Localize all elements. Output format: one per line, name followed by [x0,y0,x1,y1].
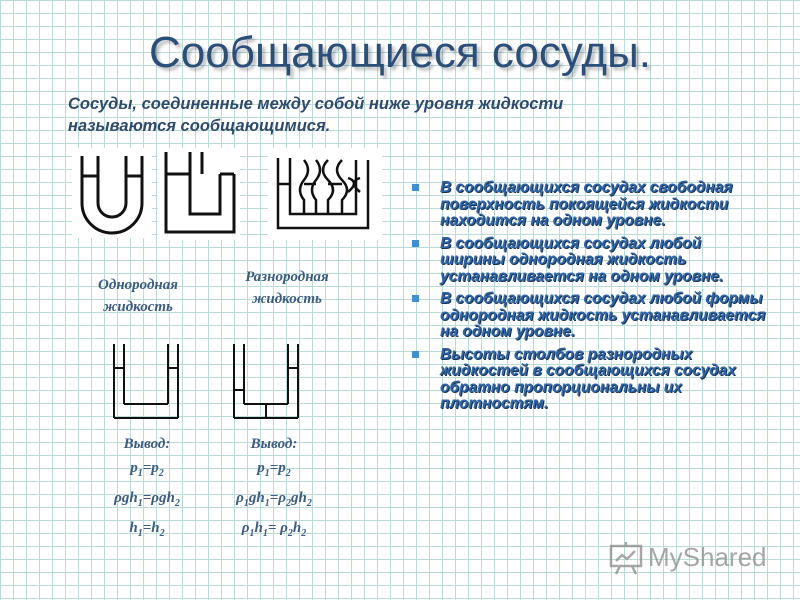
bullet-text: В сообщающихся сосудах любой ширины однородная жидкость устанавливается на одном уровне. [440,234,724,285]
presentation-board-icon [608,540,644,576]
caption-line: жидкость [252,291,322,307]
formula-pressure-equal: $p_1=p_2$ [130,460,164,479]
u-tube-vessel-diagram [72,148,152,238]
homogeneous-liquid-caption [78,274,198,318]
bullet-square-icon [412,184,419,191]
slide-title: Сообщающиеся сосуды. [149,28,651,77]
conclusion-heading: Вывод: [123,436,171,452]
heterogeneous-conclusion [212,432,336,546]
definition-line-1: Сосуды, соединенные между собой ниже уровня жидкости [68,95,564,113]
wide-narrow-vessels-icon [158,148,240,240]
definition-text [68,93,708,137]
bullet-text: В сообщающихся сосудах свободная поверхность покоящейся жидкости находится на одном уровне. [440,179,733,229]
caption-line: жидкость [103,299,173,315]
watermark-text: MyShared [648,542,767,572]
caption-line: Однородная [98,277,178,293]
list-item [408,180,768,230]
bullet-text: В сообщающихся сосудах любой формы однородная жидкость устанавливается на одном уровне. [440,290,766,340]
bullet-text: Высоты столбов разнородных жидкостей в сообщающихся сосудах обратно пропорциональны их плотностям. [440,345,736,412]
shaped-vessels-diagram [268,148,382,240]
formula-height-equal: $h_1=h_2$ [129,520,165,539]
bullet-square-icon [412,351,419,358]
curved-vessels-icon [268,148,382,240]
caption-line: Разнородная [245,269,329,285]
heterogeneous-vessel-diagram [226,342,306,424]
homogeneous-conclusion [92,432,202,546]
homogeneous-vessel-diagram [106,342,184,424]
bullet-square-icon [412,295,419,302]
list-item [408,291,768,341]
watermark-logo [608,538,778,578]
list-item [408,236,768,286]
heterogeneous-liquid-caption [226,266,348,310]
bullet-square-icon [412,240,419,247]
formula-rgh-equal: ρgh$_1$=ρgh$_2$ [114,490,180,509]
conclusion-heading: Вывод: [250,436,298,452]
list-item [408,347,768,413]
formula-rho-h-equal: $\rho_1h_1= \rho_2h_2$ [241,520,307,539]
u-tube-icon [72,148,152,238]
bullet-list [408,180,768,419]
formula-rho-gh-equal: $\rho_1gh_1=\rho_2gh_2$ [236,490,312,509]
definition-line-2: называются сообщающимися. [68,117,331,135]
wide-narrow-vessel-diagram [158,148,240,240]
formula-pressure-equal: $p_1=p_2$ [257,460,291,479]
